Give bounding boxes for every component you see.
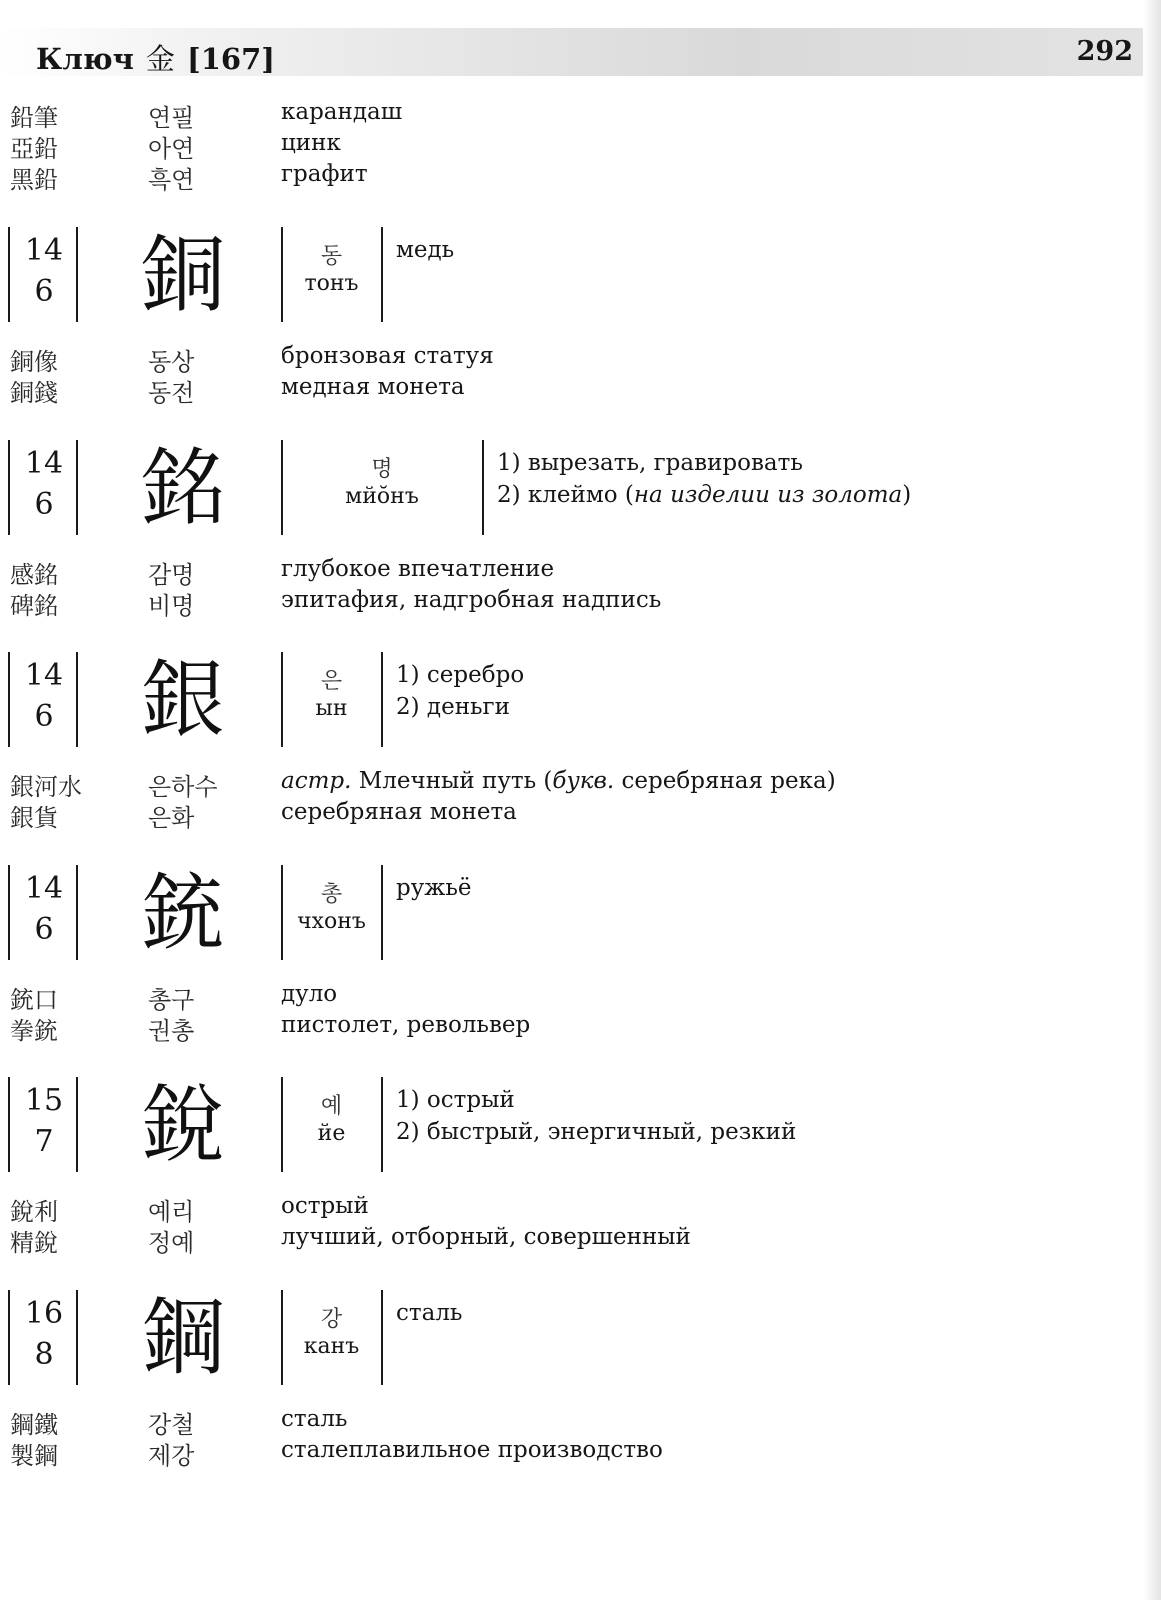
compound-hangul: 흑연 [148,166,195,194]
compound-meaning: пистолет, револьвер [281,1012,531,1038]
reading-russian: канъ [303,1334,360,1359]
compound-hangul: 동상 [148,348,195,376]
reading-box [283,1077,380,1172]
definition: 1) вырезать, гравировать 2) клеймо (на изделии из золота) [497,450,912,508]
compound-list [0,342,1100,407]
compound-meaning: глубокое впечатление [281,556,555,582]
compound-hanja: 鉛筆 [10,104,58,132]
rule-line [76,865,78,960]
compound-meaning: цинк [281,130,341,156]
compound-row [0,1436,1100,1470]
compound-hanja: 精銳 [10,1229,58,1257]
stroke-count-total: 16 [24,1296,64,1331]
definition: сталь [396,1300,463,1326]
compound-hanja: 銳利 [10,1198,58,1226]
compound-hangul: 은하수 [148,773,218,801]
compound-hanja: 銃口 [10,986,58,1014]
headword-character: 銳 [140,1076,225,1174]
radical-index: [167] [187,42,276,76]
compound-hangul: 제강 [148,1442,195,1470]
scan-shadow [1143,0,1161,1600]
reading-russian: мйŏнъ [345,484,419,509]
compound-list [0,1192,1100,1257]
compound-hanja: 銀貨 [10,804,58,832]
compound-meaning: астр. Млечный путь (букв. серебряная река) [281,768,836,794]
stroke-count-extra: 8 [34,1337,54,1372]
definition: 1) острый 2) быстрый, энергичный, резкий [396,1087,797,1145]
rule-line [8,1077,10,1172]
stroke-count-total: 14 [24,233,64,268]
compound-meaning: карандаш [281,99,403,125]
rule-line [381,652,383,747]
compound-row [0,1011,1100,1045]
rule-line [8,227,10,322]
reading-korean: 강 [320,1307,343,1332]
compound-hanja: 銀河水 [10,773,82,801]
headword-character: 銅 [140,226,225,324]
reading-box [283,440,481,535]
definition: медь [396,237,455,263]
compound-hangul: 동전 [148,379,195,407]
compound-hanja: 銅像 [10,348,58,376]
compound-list [0,980,1100,1045]
compound-hanja: 拳銃 [10,1017,58,1045]
compound-hangul: 강철 [148,1411,195,1439]
compound-row [0,798,1100,832]
compound-hangul: 예리 [148,1198,195,1226]
rule-line [381,1077,383,1172]
reading-russian: тонъ [304,271,359,296]
compound-list [0,767,1100,832]
reading-korean: 동 [320,244,343,269]
stroke-count-total: 14 [24,871,64,906]
compound-list [0,555,1100,620]
rule-line [381,227,383,322]
compound-hangul: 정예 [148,1229,195,1257]
compound-hanja: 鋼鐵 [10,1411,58,1439]
reading-box [283,227,380,322]
character-entry [0,1290,1100,1386]
compound-meaning: сталеплавильное производство [281,1437,663,1463]
compound-meaning: медная монета [281,374,465,400]
page-number: 292 [1076,36,1133,67]
rule-line [381,1290,383,1385]
compound-row [0,1223,1100,1257]
stroke-count-total: 14 [24,658,64,693]
compound-hangul: 총구 [148,986,195,1014]
stroke-count-extra: 6 [34,274,54,309]
stroke-count-total: 15 [24,1083,64,1118]
character-entry [0,865,1100,961]
compound-row [0,1405,1100,1439]
definition: ружьё [396,875,472,901]
rule-line [76,1077,78,1172]
compound-hangul: 감명 [148,561,195,589]
stroke-count-extra: 7 [34,1124,54,1159]
compound-meaning: бронзовая статуя [281,343,494,369]
compound-row [0,160,1100,194]
compound-row [0,767,1100,801]
reading-korean: 총 [320,882,343,907]
reading-russian: чхонъ [297,909,366,934]
rule-line [76,1290,78,1385]
compound-row [0,98,1100,132]
compound-hanja: 製鋼 [10,1442,58,1470]
page-header [0,28,1143,76]
compound-list [0,1405,1100,1470]
compound-meaning: графит [281,161,368,187]
rule-line [482,440,484,535]
character-entry [0,227,1100,323]
compound-meaning: острый [281,1193,369,1219]
stroke-count-total: 14 [24,446,64,481]
rule-line [76,440,78,535]
compound-hanja: 銅錢 [10,379,58,407]
reading-korean: 예 [320,1094,343,1119]
rule-line [76,227,78,322]
compound-row [0,373,1100,407]
rule-line [8,865,10,960]
rule-line [8,1290,10,1385]
rule-line [8,652,10,747]
compound-row [0,1192,1100,1226]
reading-korean: 명 [371,457,393,482]
rule-line [76,652,78,747]
compound-hanja: 碑銘 [10,592,58,620]
reading-box [283,652,380,747]
character-entry [0,652,1100,748]
compound-hanja: 亞鉛 [10,135,58,163]
compound-meaning: эпитафия, надгробная надпись [281,587,662,613]
headword-character: 銘 [140,439,225,537]
compound-row [0,586,1100,620]
compound-hangul: 연필 [148,104,195,132]
compound-row [0,342,1100,376]
compound-hangul: 권총 [148,1017,195,1045]
rule-line [8,440,10,535]
compound-meaning: лучший, отборный, совершенный [281,1224,691,1250]
headword-character: 銃 [140,864,225,962]
stroke-count-extra: 6 [34,487,54,522]
reading-korean: 은 [320,669,343,694]
compound-row [0,129,1100,163]
compound-row [0,555,1100,589]
headword-character: 鋼 [140,1289,225,1387]
character-entry [0,440,1100,536]
radical-title: Ключ 金 [167] [36,42,276,76]
reading-box [283,1290,380,1385]
reading-box [283,865,380,960]
reading-russian: ын [315,696,348,721]
compound-hanja: 感銘 [10,561,58,589]
compound-row [0,980,1100,1014]
stroke-count-extra: 6 [34,912,54,947]
compound-hangul: 은화 [148,804,195,832]
stroke-count-extra: 6 [34,699,54,734]
definition: 1) серебро 2) деньги [396,662,525,720]
radical-char: 金 [145,42,175,76]
compound-hangul: 비명 [148,592,195,620]
compound-hangul: 아연 [148,135,195,163]
compound-meaning: сталь [281,1406,348,1432]
rule-line [381,865,383,960]
character-entry [0,1077,1100,1173]
definition-note: на изделии из золота [633,482,903,508]
reading-russian: йе [317,1121,346,1146]
compound-list [0,98,1100,194]
compound-meaning: серебряная монета [281,799,517,825]
compound-meaning: дуло [281,981,338,1007]
headword-character: 銀 [140,651,225,749]
compound-hanja: 黑鉛 [10,166,58,194]
